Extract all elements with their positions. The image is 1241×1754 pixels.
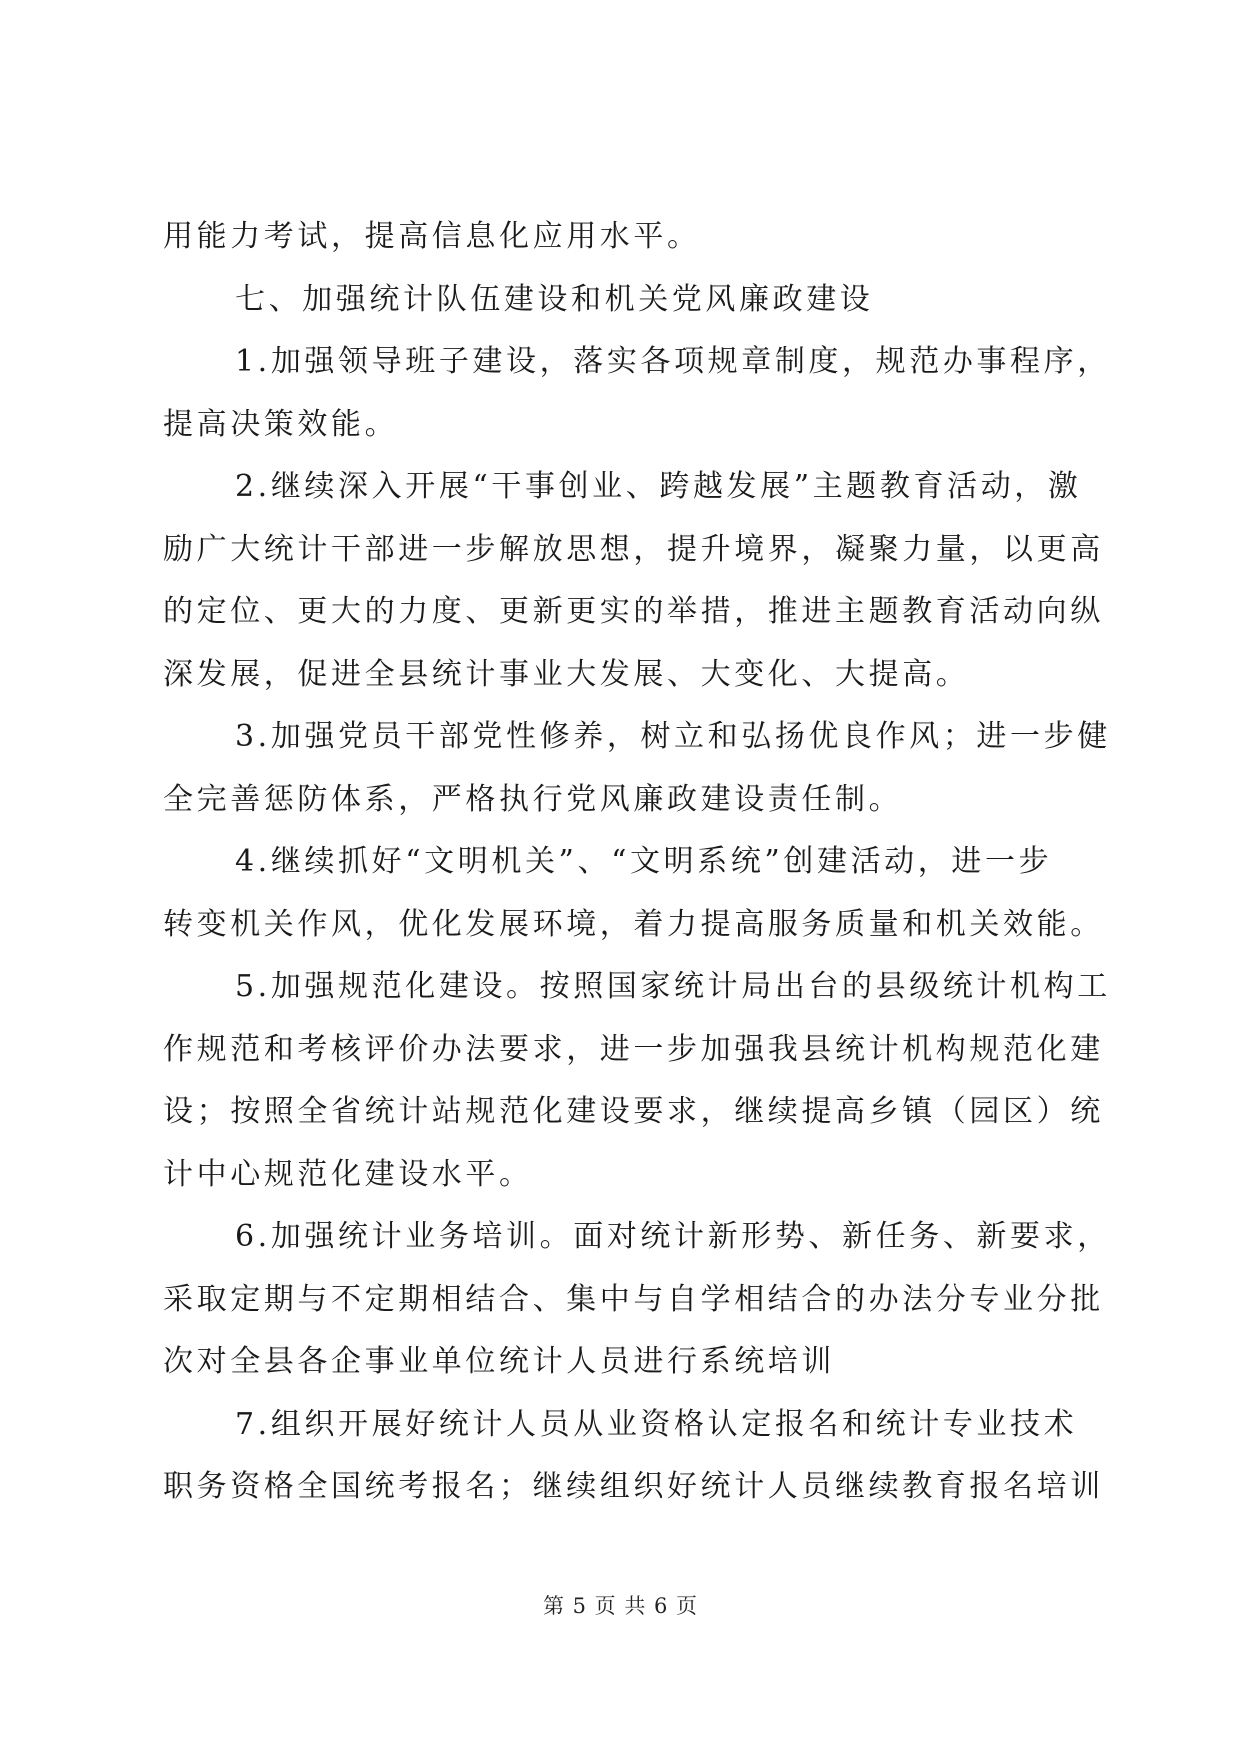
text-line: 作规范和考核评价办法要求，进一步加强我县统计机构规范化建 (163, 1031, 1104, 1067)
text-line: 设；按照全省统计站规范化建设要求，继续提高乡镇（园区）统 (163, 1094, 1104, 1129)
document-body (163, 206, 1111, 1519)
text-line: 用能力考试，提高信息化应用水平。 (163, 219, 701, 254)
text-line: 职务资格全国统考报名；继续组织好统计人员继续教育报名培训 (163, 1469, 1104, 1504)
text-line: 4.继续抓好“文明机关”、“文明系统”创建活动，进一步 (235, 844, 1053, 879)
text-line: 提高决策效能。 (163, 406, 399, 442)
text-line: 2.继续深入开展“干事创业、跨越发展”主题教育活动，激 (235, 469, 1082, 504)
text-line: 5.加强规范化建设。按照国家统计局出台的县级统计机构工 (235, 969, 1111, 1004)
text-line: 6.加强统计业务培训。面对统计新形势、新任务、新要求， (235, 1219, 1111, 1254)
text-line: 计中心规范化建设水平。 (163, 1156, 533, 1192)
text-line: 1.加强领导班子建设，落实各项规章制度，规范办事程序， (235, 344, 1111, 379)
text-line: 的定位、更大的力度、更新更实的举措，推进主题教育活动向纵 (163, 594, 1104, 629)
text-line: 3.加强党员干部党性修养，树立和弘扬优良作风；进一步健 (235, 719, 1111, 754)
text-line: 次对全县各企事业单位统计人员进行系统培训 (163, 1344, 835, 1379)
page-number-footer: 第 5 页 共 6 页 (542, 1594, 699, 1618)
text-line: 励广大统计干部进一步解放思想，提升境界，凝聚力量，以更高 (163, 531, 1104, 567)
text-line: 深发展，促进全县统计事业大发展、大变化、大提高。 (163, 656, 970, 692)
text-line: 全完善惩防体系，严格执行党风廉政建设责任制。 (163, 781, 903, 817)
section-heading: 七、加强统计队伍建设和机关党风廉政建设 (235, 281, 874, 317)
text-line: 7.组织开展好统计人员从业资格认定报名和统计专业技术 (235, 1406, 1078, 1442)
text-line: 采取定期与不定期相结合、集中与自学相结合的办法分专业分批 (163, 1281, 1104, 1317)
text-line: 转变机关作风，优化发展环境，着力提高服务质量和机关效能。 (163, 906, 1104, 942)
